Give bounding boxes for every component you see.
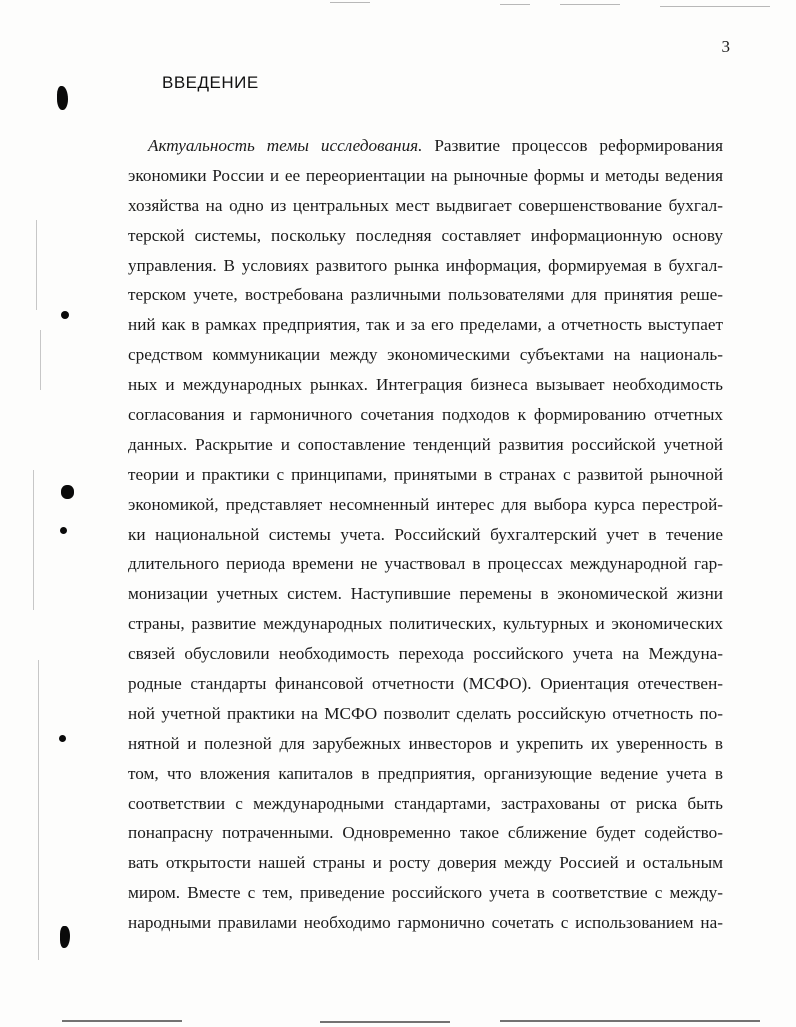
- lead-italic: Актуальность темы исследования.: [148, 136, 423, 155]
- scan-margin-line: [38, 660, 39, 960]
- scan-margin-line: [36, 220, 37, 310]
- text-line: длительного периода времени не участвовал в процессах международной гар-: [128, 554, 723, 574]
- scan-bottom-rule: [500, 1020, 760, 1022]
- text-line: средством коммуникации между экономическими субъектами на националь-: [128, 345, 723, 365]
- text-line: терской системы, поскольку последняя составляет информационную основу: [128, 225, 723, 245]
- text-line: экономикой, представляет несомненный интерес для выбора курса перестрой-: [128, 494, 723, 514]
- text-line: хозяйства на одно из центральных мест выдвигает совершенствование бухгал-: [128, 195, 723, 215]
- text-line: народными правилами необходимо гармонично сочетать с использованием на-: [128, 913, 723, 933]
- text-line: монизации учетных систем. Наступившие перемены в экономической жизни: [128, 584, 723, 604]
- scan-bottom-rule: [62, 1020, 182, 1022]
- punch-hole-mark: [61, 311, 69, 319]
- page-number: 3: [721, 37, 730, 56]
- punch-hole-mark: [60, 926, 70, 948]
- text-line: экономики России и ее переориентации на рыночные формы и методы ведения: [128, 165, 723, 185]
- scan-bottom-rule: [320, 1021, 450, 1023]
- body-paragraph: [128, 131, 723, 938]
- text-line: том, что вложения капиталов в предприятия, организующие ведение учета в: [128, 763, 723, 783]
- text-line: ки национальной системы учета. Российский бухгалтерский учет в течение: [128, 524, 723, 544]
- text-line: соответствии с международными стандартами, застрахованы от риска быть: [128, 793, 723, 813]
- text-line: терском учете, востребована различными пользователями для принятия реше-: [128, 285, 723, 305]
- text-line: миром. Вместе с тем, приведение российского учета в соответствие с между-: [128, 883, 723, 903]
- text-line: ной учетной практики на МСФО позволит сделать российскую отчетность по-: [128, 703, 723, 723]
- text-line: понапрасну потраченными. Одновременно такое сближение будет содейство-: [128, 823, 723, 843]
- text-line: вать открытости нашей страны и росту доверия между Россией и остальным: [128, 853, 723, 873]
- text-line: теории и практики с принципами, принятыми в странах с развитой рыночной: [128, 464, 723, 484]
- text-line: управления. В условиях развитого рынка информация, формируемая в бухгал-: [128, 255, 723, 275]
- text-line-rest: Развитие процессов реформирования: [422, 136, 723, 155]
- section-heading: ВВЕДЕНИЕ: [162, 73, 259, 92]
- text-line: ных и международных рынках. Интеграция бизнеса вызывает необходимость: [128, 375, 723, 395]
- text-line: нятной и полезной для зарубежных инвесторов и укрепить их уверенность в: [128, 733, 723, 753]
- punch-hole-mark: [61, 485, 74, 499]
- scan-top-rule: [500, 4, 530, 5]
- text-line: согласования и гармоничного сочетания подходов к формированию отчетных: [128, 405, 723, 425]
- scan-top-rule: [660, 6, 770, 7]
- text-line: связей обусловили необходимость перехода российского учета на Междуна-: [128, 644, 723, 664]
- scan-margin-line: [40, 330, 41, 390]
- text-line: данных. Раскрытие и сопоставление тенденций развития российской учетной: [128, 434, 723, 454]
- scan-margin-line: [33, 470, 34, 610]
- punch-hole-mark: [59, 735, 66, 742]
- text-line: [128, 131, 723, 161]
- punch-hole-mark: [60, 527, 67, 534]
- text-line: страны, развитие международных политических, культурных и экономических: [128, 614, 723, 634]
- scan-top-rule: [330, 2, 370, 3]
- text-line: ний как в рамках предприятия, так и за его пределами, а отчетность выступает: [128, 315, 723, 335]
- text-line: родные стандарты финансовой отчетности (МСФО). Ориентация отечествен-: [128, 674, 723, 694]
- punch-hole-mark: [57, 86, 68, 110]
- scan-top-rule: [560, 4, 620, 5]
